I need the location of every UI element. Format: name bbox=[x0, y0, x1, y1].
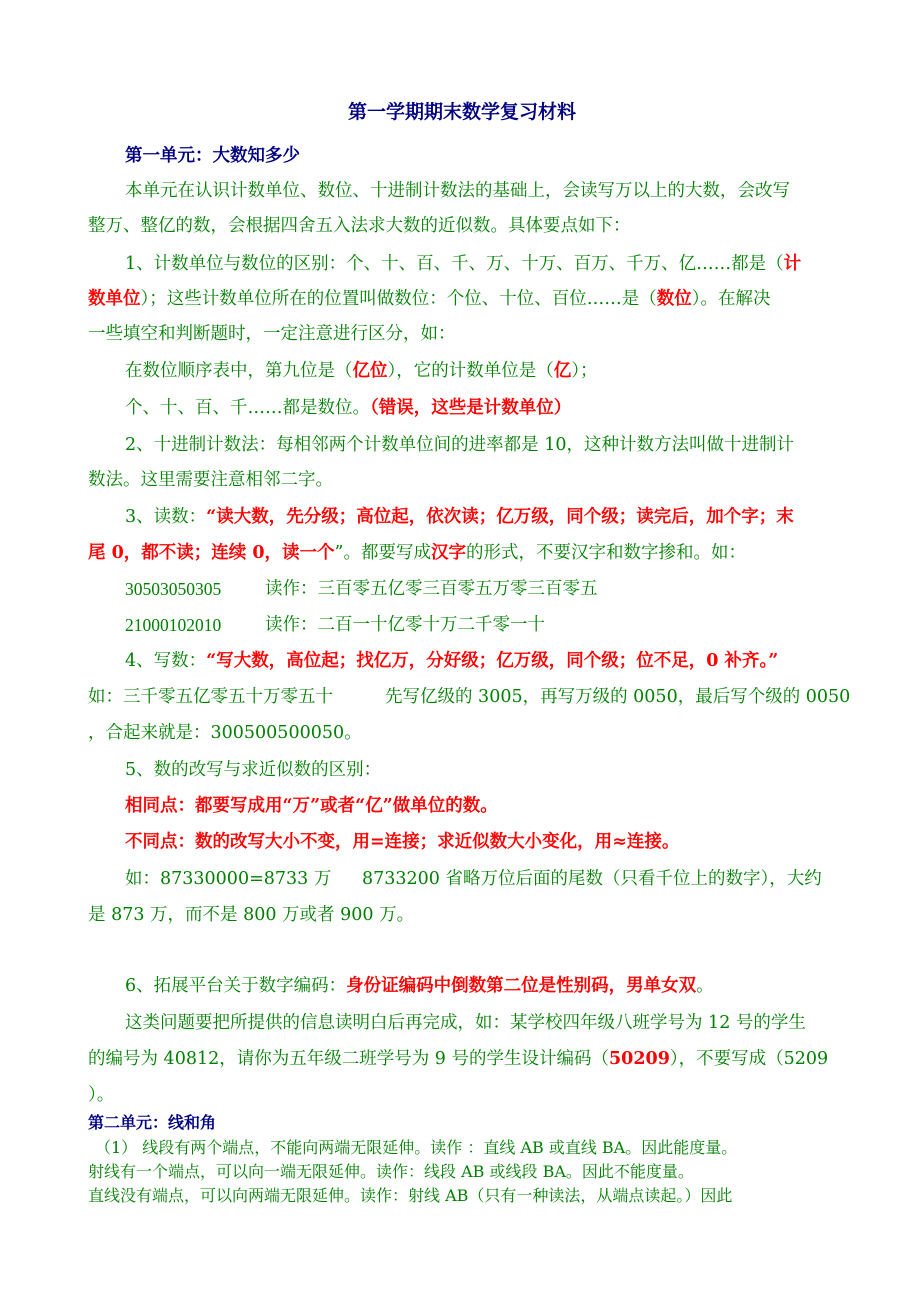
unit2-line3: 直线没有端点，可以向两端无限延伸。读作：射线 AB（只有一种读法，从端点读起。）因此 bbox=[88, 1186, 733, 1205]
point2-line2: 数法。这里需要注意相邻二字。 bbox=[88, 470, 333, 490]
point3-line1 bbox=[125, 505, 794, 529]
point3-text: 的形式，不要汉字和数字掺和。如： bbox=[466, 543, 746, 563]
point6-line2: 这类问题要把所提供的信息读明白后再完成，如：某学校四年级八班学号为 12 号的学生 bbox=[125, 1013, 806, 1033]
point1-line3: 一些填空和判断题时，一定注意进行区分，如： bbox=[88, 324, 456, 344]
point1-text: 1、计数单位与数位的区别：个、十、百、千、万、十万、百万、千万、亿……都是（ bbox=[125, 254, 784, 274]
point6-answer: 50209 bbox=[609, 1049, 670, 1069]
example-text: 个、十、百、千……都是数位。 bbox=[125, 398, 370, 418]
point6-line3 bbox=[88, 1047, 828, 1071]
read-example-text: 读作：二百一十亿零十万二千零一十 bbox=[265, 615, 545, 635]
page-title: 第一学期期末数学复习材料 bbox=[348, 101, 577, 123]
example-text: ）； bbox=[571, 361, 598, 381]
read-example-number: 30503050305 bbox=[125, 579, 222, 599]
example-answer: 亿 bbox=[553, 361, 572, 381]
point4-line1 bbox=[125, 649, 778, 673]
point3-line2 bbox=[88, 541, 746, 565]
example-answer: 亿位 bbox=[352, 361, 388, 381]
point6-line4: ）。 bbox=[88, 1085, 115, 1105]
point3-highlight: 汉字 bbox=[431, 543, 466, 563]
point3-rhyme: 尾 0，都不读；连续 0，读一个 bbox=[88, 543, 335, 563]
point1-line1 bbox=[125, 252, 801, 276]
point4-explanation: 先写亿级的 3005，再写万级的 0050，最后写个级的 0050 bbox=[385, 687, 851, 707]
read-example-text: 读作：三百零五亿零三百零五万零三百零五 bbox=[265, 579, 598, 599]
read-example-number: 21000102010 bbox=[125, 615, 222, 635]
point5-diff: 不同点：数的改写大小不变，用=连接；求近似数大小变化，用≈连接。 bbox=[125, 832, 680, 852]
point1-highlight: 数单位 bbox=[88, 289, 141, 309]
point3-text: 3、读数： bbox=[125, 507, 207, 527]
point5-example2: 8733200 省略万位后面的尾数（只看千位上的数字），大约 bbox=[362, 869, 822, 889]
point3-rhyme: “读大数，先分级；高位起，依次读；亿万级，同个级；读完后，加个字；末 bbox=[206, 507, 794, 527]
point1-text: ）。在解决 bbox=[691, 289, 771, 309]
point6-highlight: 身份证编码中倒数第二位是性别码，男单女双 bbox=[346, 976, 697, 996]
point4-result: ，合起来就是：300500500050。 bbox=[88, 723, 362, 743]
point4-example: 如：三千零五亿零五十万零五十 bbox=[88, 687, 333, 707]
example1-line bbox=[125, 359, 598, 383]
point4-rhyme: “写大数，高位起；找亿万，分好级；亿万级，同个级；位不足，0 补齐。” bbox=[206, 651, 779, 671]
point1-line2 bbox=[88, 287, 771, 311]
point2-line1: 2、十进制计数法：每相邻两个计数单位间的进率都是 10，这种计数方法叫做十进制计 bbox=[125, 435, 794, 455]
point1-highlight: 数位 bbox=[656, 289, 692, 309]
example-text: 在数位顺序表中，第九位是（ bbox=[125, 361, 353, 381]
point3-text: ”。都要写成 bbox=[334, 543, 431, 563]
unit2-heading: 第二单元：线和角 bbox=[88, 1113, 217, 1132]
unit2-line1: （1） 线段有两个端点，不能向两端无限延伸。读作 ：直线 AB 或直线 BA。因此能度量。 bbox=[95, 1138, 738, 1157]
point1-text: ）；这些计数单位所在的位置叫做数位：个位、十位、百位……是（ bbox=[140, 289, 657, 309]
point6-text: ），不要写成（5209 bbox=[669, 1049, 829, 1069]
point6-text: 。 bbox=[696, 976, 714, 996]
unit2-line2: 射线有一个端点，可以向一端无限延伸。读作：线段 AB 或线段 BA。因此不能度量。 bbox=[88, 1162, 694, 1181]
point4-text: 4、写数： bbox=[125, 651, 207, 671]
point5-example1: 如：87330000=8733 万 bbox=[125, 869, 332, 889]
point5-example3: 是 873 万，而不是 800 万或者 900 万。 bbox=[88, 905, 415, 925]
unit1-heading: 第一单元：大数知多少 bbox=[125, 146, 300, 166]
point5-heading: 5、数的改写与求近似数的区别： bbox=[125, 760, 382, 780]
unit1-intro-line1: 本单元在认识计数单位、数位、十进制计数法的基础上，会读写万以上的大数，会改写 bbox=[125, 181, 790, 201]
point1-highlight: 计 bbox=[783, 254, 802, 274]
example-text: ），它的计数单位是（ bbox=[387, 361, 554, 381]
example-answer: （错误，这些是计数单位） bbox=[370, 398, 572, 418]
example2-line bbox=[125, 396, 571, 420]
point6-text: 的编号为 40812，请你为五年级二班学号为 9 号的学生设计编码（ bbox=[88, 1049, 609, 1069]
point6-text: 6、拓展平台关于数字编码： bbox=[125, 976, 347, 996]
unit1-intro-line2: 整万、整亿的数，会根据四舍五入法求大数的近似数。具体要点如下： bbox=[88, 216, 631, 236]
point6-line1 bbox=[125, 974, 714, 998]
point5-same: 相同点：都要写成用“万”或者“亿”做单位的数。 bbox=[125, 796, 498, 816]
